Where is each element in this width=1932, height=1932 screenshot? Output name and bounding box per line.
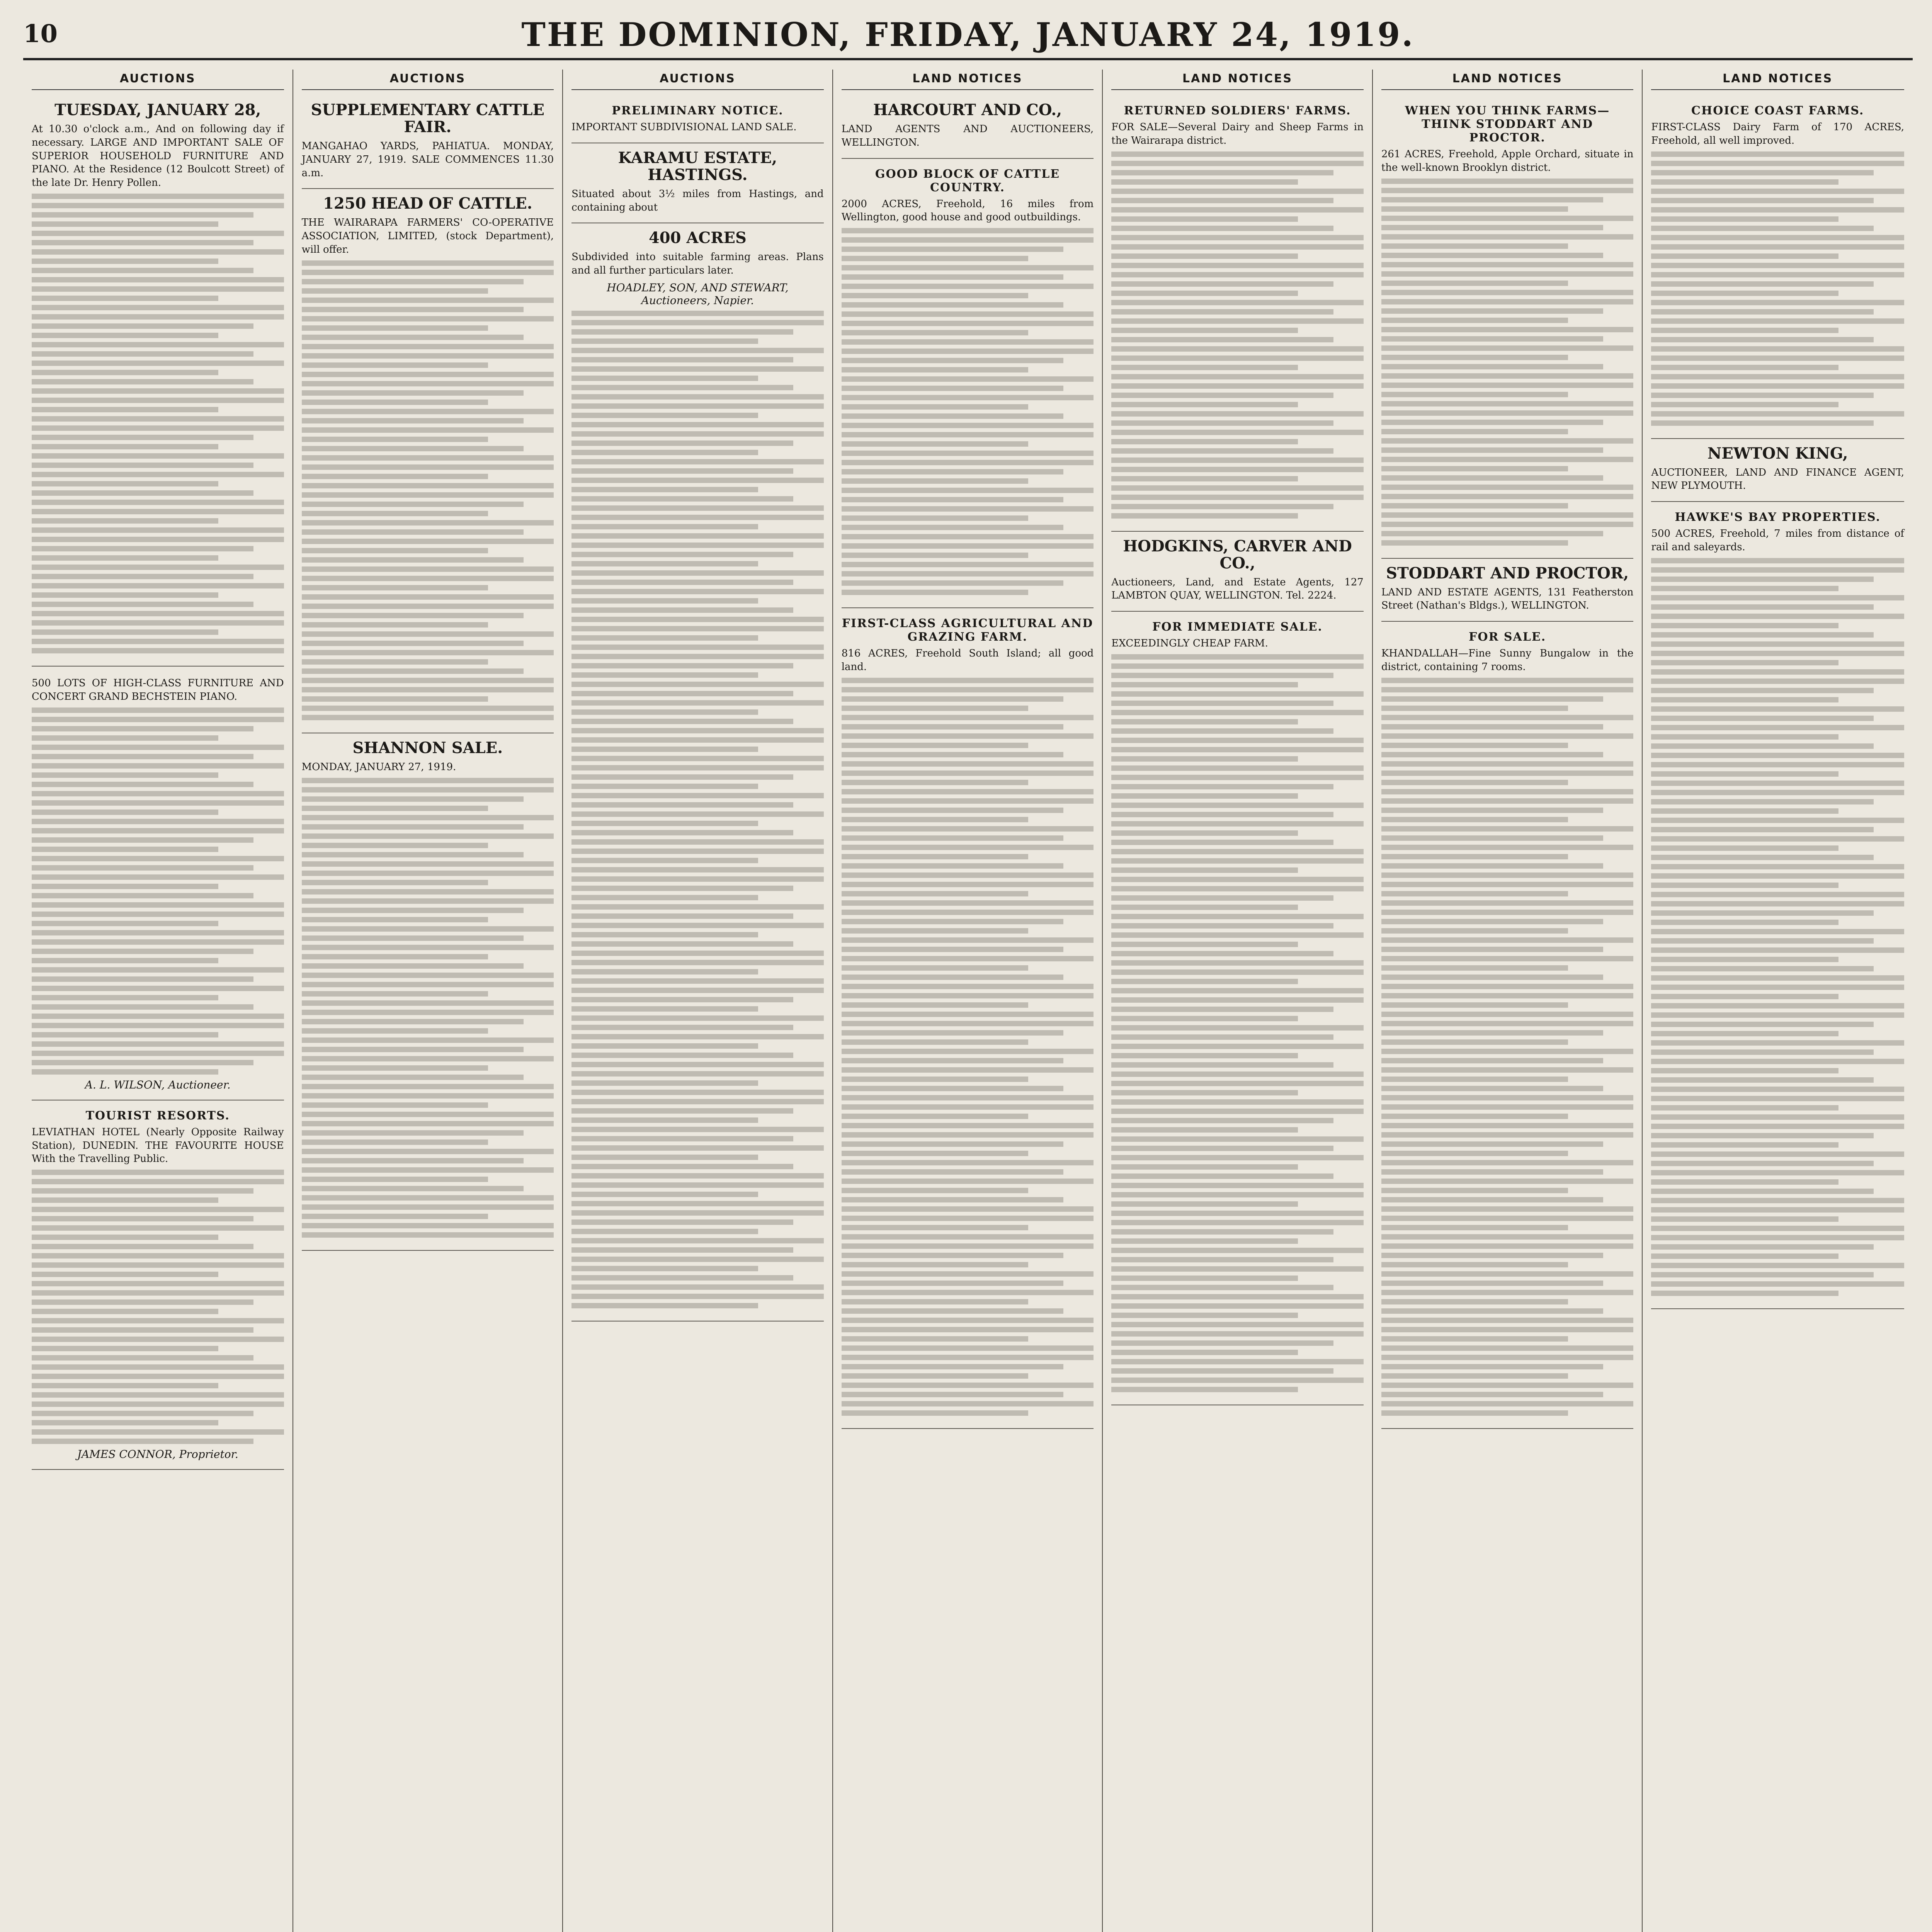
ad-body: AUCTIONEER, LAND AND FINANCE AGENT, NEW PLYMOUTH. — [1651, 466, 1904, 492]
advertisement — [1651, 95, 1904, 439]
ad-title: NEWTON KING, — [1707, 444, 1848, 463]
page-number: 10 — [23, 19, 58, 48]
ad-title: KARAMU ESTATE, HASTINGS. — [618, 148, 777, 184]
ad-body: EXCEEDINGLY CHEAP FARM. — [1111, 638, 1268, 650]
advertisement — [302, 733, 554, 1251]
advertisement — [1111, 532, 1364, 612]
section-header: AUCTIONS — [571, 70, 824, 90]
ad-title: 400 ACRES — [648, 229, 747, 247]
ad-body: THE WAIRARAPA FARMERS' CO-OPERATIVE ASSOCIATION, LIMITED, (stock Department), will offer. — [301, 217, 554, 256]
text-lines — [571, 311, 824, 1308]
ad-body: IMPORTANT SUBDIVISIONAL LAND SALE. — [571, 121, 797, 133]
advertisement — [32, 1100, 284, 1470]
column-4 — [833, 70, 1103, 1932]
ad-title: WHEN YOU THINK FARMS—THINK STODDART AND PROCTOR. — [1405, 104, 1610, 145]
text-lines — [32, 194, 284, 653]
advertisement — [32, 667, 284, 1100]
ad-signature: HOADLEY, SON, AND STEWART, Auctioneers, Napier. — [607, 281, 789, 307]
ad-title: HODGKINS, CARVER AND CO., — [1123, 537, 1352, 572]
ad-body: LAND AND ESTATE AGENTS, 131 Featherston Street (Nathan's Bldgs.), WELLINGTON. — [1381, 586, 1634, 612]
ad-body: MANGAHAO YARDS, PAHIATUA. MONDAY, JANUARY 27, 1919. SALE COMMENCES 11.30 a.m. — [301, 140, 554, 179]
ad-body: 816 ACRES, Freehold South Island; all good land. — [841, 648, 1094, 673]
text-lines — [1111, 151, 1364, 519]
section-header: LAND NOTICES — [842, 70, 1094, 90]
ad-title: PRELIMINARY NOTICE. — [612, 104, 784, 117]
ad-title: FOR IMMEDIATE SALE. — [1152, 620, 1323, 634]
advertisement — [1381, 95, 1634, 559]
ad-title: STODDART AND PROCTOR, — [1386, 564, 1629, 582]
text-lines — [842, 678, 1094, 1416]
newspaper-title: THE DOMINION, FRIDAY, JANUARY 24, 1919. — [521, 15, 1415, 54]
ad-body: FOR SALE—Several Dairy and Sheep Farms in the Wairarapa district. — [1111, 121, 1364, 146]
text-lines — [1651, 151, 1904, 426]
ad-body: 500 LOTS OF HIGH-CLASS FURNITURE AND CONCERT GRAND BECHSTEIN PIANO. — [32, 677, 284, 702]
ad-body: At 10.30 o'clock a.m., And on following day if necessary. LARGE AND IMPORTANT SALE OF SUPERIOR HOUSEHOLD FURNITURE AND PIANO. At the Residence (12 Boulcott Street) of the late Dr. Henry Pollen. — [32, 123, 284, 189]
ad-body: LAND AGENTS AND AUCTIONEERS, WELLINGTON. — [841, 123, 1094, 148]
ad-body: Subdivided into suitable farming areas. Plans and all further particulars later. — [571, 251, 824, 277]
column-6 — [1373, 70, 1643, 1932]
advertisement — [1381, 622, 1634, 1429]
advertisement — [842, 95, 1094, 159]
ad-title: CHOICE COAST FARMS. — [1691, 104, 1864, 117]
ad-body: Situated about 3½ miles from Hastings, and containing about — [571, 188, 824, 213]
ad-title: SHANNON SALE. — [352, 738, 503, 757]
text-lines — [302, 260, 554, 720]
ad-signature: JAMES CONNOR, Proprietor. — [77, 1448, 238, 1461]
advertisement — [571, 223, 824, 1321]
ad-title: TUESDAY, JANUARY 28, — [54, 101, 261, 119]
column-3 — [563, 70, 833, 1932]
section-header: LAND NOTICES — [1111, 70, 1364, 90]
ad-title: SUPPLEMENTARY CATTLE FAIR. — [311, 101, 545, 136]
column-5 — [1103, 70, 1373, 1932]
ad-body: 2000 ACRES, Freehold, 16 miles from Wellington, good house and good outbuildings. — [841, 198, 1094, 223]
ad-title: HARCOURT AND CO., — [873, 101, 1062, 119]
section-header: AUCTIONS — [302, 70, 554, 90]
text-lines — [32, 1170, 284, 1444]
ad-body: 261 ACRES, Freehold, Apple Orchard, situate in the well-known Brooklyn district. — [1381, 148, 1634, 173]
ad-title: FOR SALE. — [1469, 630, 1546, 644]
ad-body: KHANDALLAH—Fine Sunny Bungalow in the district, containing 7 rooms. — [1381, 648, 1634, 673]
advertisement — [571, 143, 824, 224]
section-header: LAND NOTICES — [1651, 70, 1904, 90]
ad-body: Auctioneers, Land, and Estate Agents, 127 LAMBTON QUAY, WELLINGTON. Tel. 2224. — [1111, 576, 1364, 602]
ad-title: HAWKE'S BAY PROPERTIES. — [1675, 510, 1881, 524]
advertisement — [302, 95, 554, 189]
text-lines — [1381, 678, 1634, 1416]
ad-title: TOURIST RESORTS. — [85, 1109, 230, 1122]
ad-body: 500 ACRES, Freehold, 7 miles from distance of rail and saleyards. — [1651, 528, 1904, 553]
column-1 — [23, 70, 293, 1932]
ad-title: RETURNED SOLDIERS' FARMS. — [1124, 104, 1351, 117]
advertisement — [842, 159, 1094, 609]
masthead — [23, 15, 1913, 60]
text-lines — [302, 778, 554, 1238]
advertisement — [571, 95, 824, 143]
text-lines — [32, 707, 284, 1075]
ad-body: LEVIATHAN HOTEL (Nearly Opposite Railway Station), DUNEDIN. THE FAVOURITE HOUSE With the Travelling Public. — [32, 1126, 284, 1165]
text-lines — [1651, 558, 1904, 1296]
section-header: LAND NOTICES — [1381, 70, 1634, 90]
advertisement — [1111, 95, 1364, 532]
column-2 — [293, 70, 563, 1932]
advertisement — [1651, 502, 1904, 1309]
advertisement — [32, 95, 284, 667]
ad-body: MONDAY, JANUARY 27, 1919. — [301, 761, 456, 773]
advertisement — [302, 189, 554, 733]
text-lines — [842, 228, 1094, 595]
advertisement — [1111, 612, 1364, 1405]
ad-title: FIRST-CLASS AGRICULTURAL AND GRAZING FARM. — [842, 617, 1094, 644]
ad-title: GOOD BLOCK OF CATTLE COUNTRY. — [875, 167, 1060, 194]
page-columns — [23, 70, 1913, 1932]
advertisement — [842, 608, 1094, 1429]
column-7 — [1643, 70, 1913, 1932]
advertisement — [1381, 559, 1634, 622]
section-header: AUCTIONS — [32, 70, 284, 90]
text-lines — [1381, 179, 1634, 546]
ad-body: FIRST-CLASS Dairy Farm of 170 ACRES, Freehold, all well improved. — [1651, 121, 1904, 146]
text-lines — [1111, 654, 1364, 1392]
ad-title: 1250 HEAD OF CATTLE. — [323, 194, 532, 213]
ad-signature: A. L. WILSON, Auctioneer. — [85, 1078, 231, 1091]
advertisement — [1651, 439, 1904, 502]
